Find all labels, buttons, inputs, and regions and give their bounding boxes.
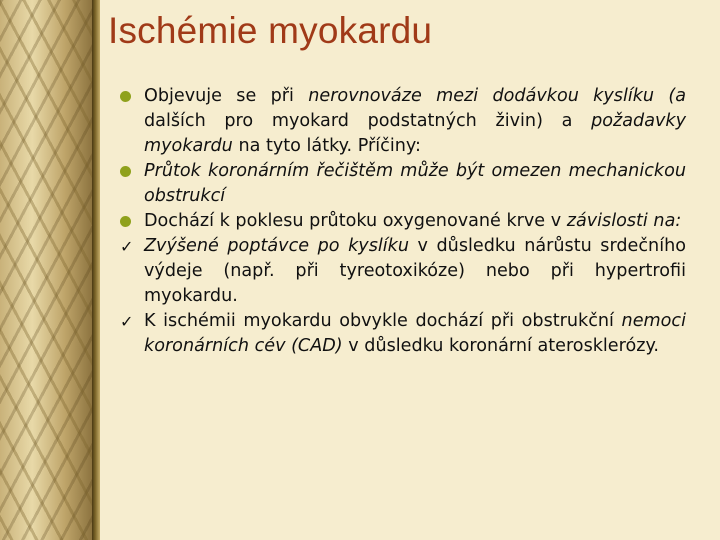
list-item-text: Průtok koronárním řečištěm může být omezen mechanickou obstrukcí bbox=[144, 161, 686, 206]
checkmark-icon: ✓ bbox=[120, 237, 134, 256]
list-item bbox=[118, 234, 686, 309]
list-item bbox=[118, 84, 686, 159]
list-item bbox=[118, 209, 686, 234]
list-item-text: Zvýšené poptávce po kyslíku v důsledku nárůstu srdečního výdeje (např. při tyreotoxikóze) nebo při hypertrofii myokardu. bbox=[144, 236, 687, 306]
bullet-icon bbox=[120, 216, 131, 227]
list-item bbox=[118, 159, 686, 209]
bullet-list bbox=[118, 84, 686, 359]
marble-decoration bbox=[0, 0, 92, 540]
checkmark-icon: ✓ bbox=[120, 312, 134, 331]
bullet-icon bbox=[120, 91, 131, 102]
strip-edge bbox=[92, 0, 100, 540]
slide-title: Ischémie myokardu bbox=[108, 10, 433, 51]
list-item-text: K ischémii myokardu obvykle dochází při obstrukční nemoci koronárních cév (CAD) v důsledku koronární aterosklerózy. bbox=[144, 311, 686, 356]
list-item-text: Objevuje se při nerovnováze mezi dodávkou kyslíku (a dalších pro myokard podstatných živin) a požadavky myokardu na tyto látky. Příčiny: bbox=[144, 86, 687, 156]
list-item-text: Dochází k poklesu průtoku oxygenované krve v závislosti na: bbox=[144, 211, 682, 231]
bullet-icon bbox=[120, 166, 131, 177]
list-item bbox=[118, 309, 686, 359]
